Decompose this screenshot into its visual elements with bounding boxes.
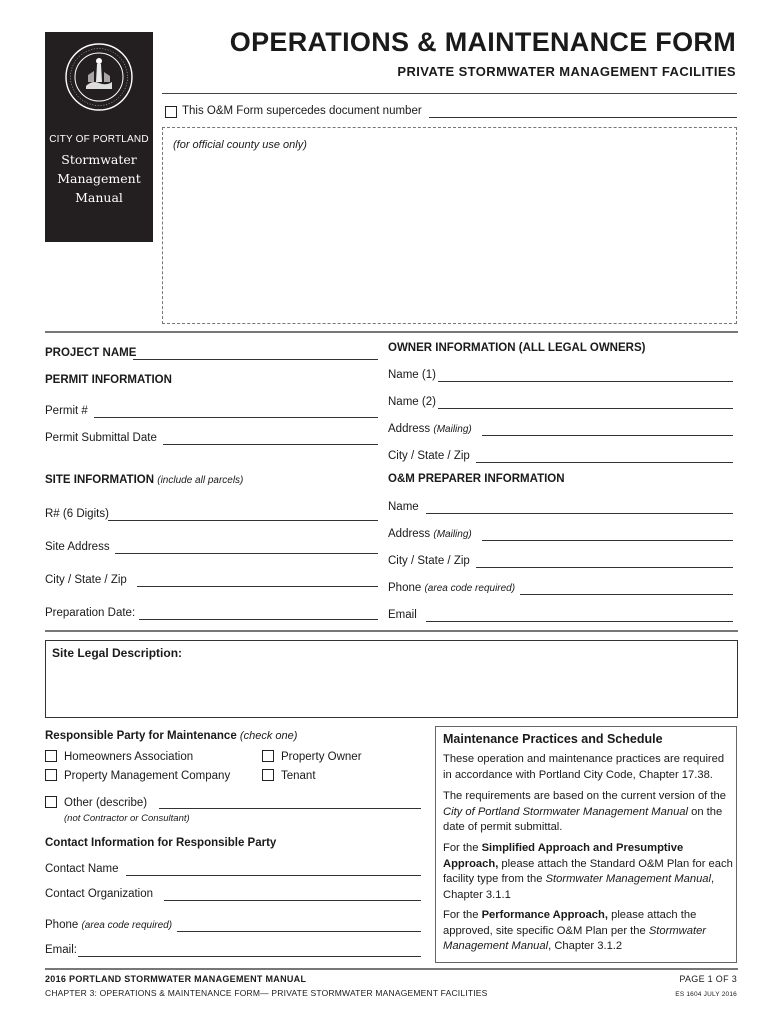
prep-date-field[interactable] — [139, 619, 378, 620]
p3-text-c: please attach the Standard O&M Plan for each facility type from the — [443, 857, 733, 885]
r-number-field[interactable] — [108, 520, 378, 521]
responsible-party-label: Responsible Party for Maintenance — [45, 730, 237, 742]
footer-document-code: ES 1604 JULY 2016 — [675, 991, 737, 998]
city-seal-icon — [64, 42, 134, 112]
preparer-phone-row — [388, 582, 733, 598]
permit-number-label: Permit # — [45, 405, 88, 417]
checkbox-property-management-company[interactable] — [45, 769, 57, 781]
checkbox-other[interactable] — [45, 796, 57, 808]
responsible-party-heading — [45, 730, 297, 742]
preparer-name-row — [388, 501, 733, 517]
logo-manual-line: Manual — [75, 190, 123, 205]
permit-info-heading: PERMIT INFORMATION — [45, 374, 172, 386]
form-subtitle: PRIVATE STORMWATER MANAGEMENT FACILITIES — [397, 64, 736, 79]
preparer-info-heading: O&M PREPARER INFORMATION — [388, 473, 565, 485]
supersede-document-field[interactable] — [429, 117, 737, 118]
owner-name1-field[interactable] — [438, 381, 733, 382]
contact-phone-text: Phone — [45, 919, 79, 931]
official-use-box[interactable] — [162, 127, 737, 324]
preparer-city-row — [388, 555, 733, 571]
contact-email-label: Email: — [45, 944, 77, 956]
p3-approach: Simplified Approach and Presumptive Approach, — [443, 842, 684, 870]
permit-date-field[interactable] — [163, 444, 378, 445]
permit-date-label: Permit Submittal Date — [45, 432, 157, 444]
permit-number-field[interactable] — [94, 417, 378, 418]
p4-text-c: please attach the approved, site specific O&M Plan per the — [443, 909, 697, 937]
project-name-row — [45, 347, 378, 363]
maintenance-practices-title: Maintenance Practices and Schedule — [443, 732, 663, 746]
practices-paragraph-2 — [443, 789, 735, 836]
supersede-row — [165, 104, 737, 120]
prep-date-label: Preparation Date: — [45, 607, 136, 619]
option-property-owner[interactable] — [262, 750, 362, 763]
preparer-email-field[interactable] — [426, 621, 733, 622]
checkbox-homeowners-association[interactable] — [45, 750, 57, 762]
owner-address-note: (Mailing) — [433, 424, 472, 435]
footer-page-number: PAGE 1 OF 3 — [679, 974, 737, 984]
contact-email-row — [45, 944, 421, 960]
checkbox-tenant[interactable] — [262, 769, 274, 781]
preparer-address-field[interactable] — [482, 540, 733, 541]
site-legal-description-label: Site Legal Description: — [52, 646, 183, 660]
permit-number-row — [45, 405, 378, 421]
logo-manual-line: Management — [57, 171, 141, 186]
preparer-phone-label — [388, 582, 515, 594]
site-address-field[interactable] — [115, 553, 378, 554]
contact-phone-label — [45, 919, 172, 931]
owner-name2-field[interactable] — [438, 408, 733, 409]
permit-date-row — [45, 432, 378, 448]
supersede-label: This O&M Form supercedes document number — [182, 105, 422, 117]
practices-paragraph-3 — [443, 841, 735, 903]
other-describe-field[interactable] — [159, 808, 421, 809]
form-title: OPERATIONS & MAINTENANCE FORM — [229, 27, 736, 57]
practices-paragraph-1: These operation and maintenance practices are required in accordance with Portland City Code, Chapter 17.38. — [443, 753, 725, 781]
preparer-address-text: Address — [388, 528, 431, 540]
owner-city-field[interactable] — [476, 462, 733, 463]
responsible-party-note: (check one) — [239, 730, 298, 742]
contact-name-row — [45, 863, 421, 879]
contact-phone-row — [45, 919, 421, 935]
logo-city-label: CITY OF PORTLAND — [49, 134, 149, 145]
project-name-field[interactable] — [133, 359, 378, 360]
p2-manual-title: City of Portland Stormwater Management Manual — [443, 805, 688, 818]
r-number-row — [45, 508, 378, 524]
project-name-label: PROJECT NAME — [45, 347, 137, 359]
footer-divider — [45, 968, 738, 970]
preparer-address-note: (Mailing) — [433, 529, 472, 540]
option-label: Homeowners Association — [64, 751, 194, 763]
maintenance-practices-box — [435, 726, 737, 963]
p3-text-a: For the — [443, 842, 482, 854]
practices-paragraph-4 — [443, 908, 735, 955]
checkbox-property-owner[interactable] — [262, 750, 274, 762]
contact-email-field[interactable] — [78, 956, 421, 957]
option-label: Other (describe) — [64, 797, 148, 809]
p3-manual-title: Stormwater Management Manual — [545, 873, 711, 885]
preparer-name-field[interactable] — [426, 513, 733, 514]
owner-name1-row — [388, 369, 733, 385]
preparer-city-field[interactable] — [476, 567, 733, 568]
owner-address-row — [388, 423, 733, 439]
owner-name2-label: Name (2) — [388, 396, 436, 408]
option-label: Tenant — [281, 770, 316, 782]
p2-text-b: on the date of permit submittal. — [443, 805, 723, 833]
preparer-city-label: City / State / Zip — [388, 555, 470, 567]
preparer-phone-field[interactable] — [520, 594, 733, 595]
preparer-name-label: Name — [388, 501, 419, 513]
owner-address-field[interactable] — [482, 435, 733, 436]
preparer-address-label — [388, 528, 472, 540]
owner-address-label — [388, 423, 472, 435]
preparer-address-row — [388, 528, 733, 544]
site-info-label: SITE INFORMATION — [45, 474, 155, 486]
contact-org-row — [45, 888, 421, 904]
logo-manual-label — [45, 150, 153, 207]
contact-org-field[interactable] — [164, 900, 421, 901]
contact-name-field[interactable] — [126, 875, 421, 876]
contact-phone-note: (area code required) — [81, 920, 173, 931]
option-other-row — [45, 796, 421, 812]
owner-city-label: City / State / Zip — [388, 450, 470, 462]
footer-manual-title: 2016 PORTLAND STORMWATER MANAGEMENT MANUAL — [45, 974, 307, 984]
p4-text-a: For the — [443, 909, 482, 921]
site-info-heading — [45, 474, 243, 486]
site-address-row — [45, 541, 378, 557]
owner-name2-row — [388, 396, 733, 412]
section-divider — [45, 630, 738, 632]
site-address-label: Site Address — [45, 541, 110, 553]
contact-info-heading: Contact Information for Responsible Party — [45, 837, 277, 849]
owner-info-heading: OWNER INFORMATION (ALL LEGAL OWNERS) — [388, 342, 646, 354]
r-number-label: R# (6 Digits) — [45, 508, 109, 520]
other-note: (not Contractor or Consultant) — [64, 813, 190, 824]
site-legal-description-box[interactable] — [45, 640, 738, 718]
site-city-row — [45, 574, 378, 590]
option-property-management-company[interactable] — [45, 769, 230, 782]
p2-text-a: The requirements are based on the current version of the — [443, 790, 726, 802]
option-homeowners-association[interactable] — [45, 750, 193, 763]
preparer-email-row — [388, 609, 733, 625]
p4-manual-title: Stormwater Management Manual — [443, 924, 707, 952]
site-city-field[interactable] — [137, 586, 378, 587]
official-use-label: (for official county use only) — [173, 139, 307, 151]
logo-manual-line: Stormwater — [61, 152, 137, 167]
section-divider — [45, 331, 738, 333]
contact-name-label: Contact Name — [45, 863, 119, 875]
preparer-email-label: Email — [388, 609, 417, 621]
p4-text-d: , Chapter 3.1.2 — [548, 940, 623, 952]
city-logo-block — [45, 32, 153, 242]
header-divider — [162, 93, 737, 94]
site-info-note: (include all parcels) — [157, 475, 244, 486]
footer-chapter-title: CHAPTER 3: OPERATIONS & MAINTENANCE FORM— PRIVATE STORMWATER MANAGEMENT FACILITIES — [45, 988, 488, 998]
owner-address-text: Address — [388, 423, 431, 435]
preparer-phone-text: Phone — [388, 582, 422, 594]
option-label: Property Management Company — [64, 770, 231, 782]
contact-phone-field[interactable] — [177, 931, 421, 932]
p4-approach: Performance Approach, — [481, 909, 608, 921]
owner-name1-label: Name (1) — [388, 369, 436, 381]
site-city-label: City / State / Zip — [45, 574, 127, 586]
option-tenant[interactable] — [262, 769, 316, 782]
owner-city-row — [388, 450, 733, 466]
prep-date-row — [45, 607, 378, 623]
option-other[interactable] — [45, 796, 147, 809]
preparer-phone-note: (area code required) — [424, 583, 516, 594]
contact-org-label: Contact Organization — [45, 888, 154, 900]
option-label: Property Owner — [281, 751, 362, 763]
supersede-checkbox[interactable] — [165, 106, 177, 118]
p3-text-d: , Chapter 3.1.1 — [443, 873, 715, 901]
